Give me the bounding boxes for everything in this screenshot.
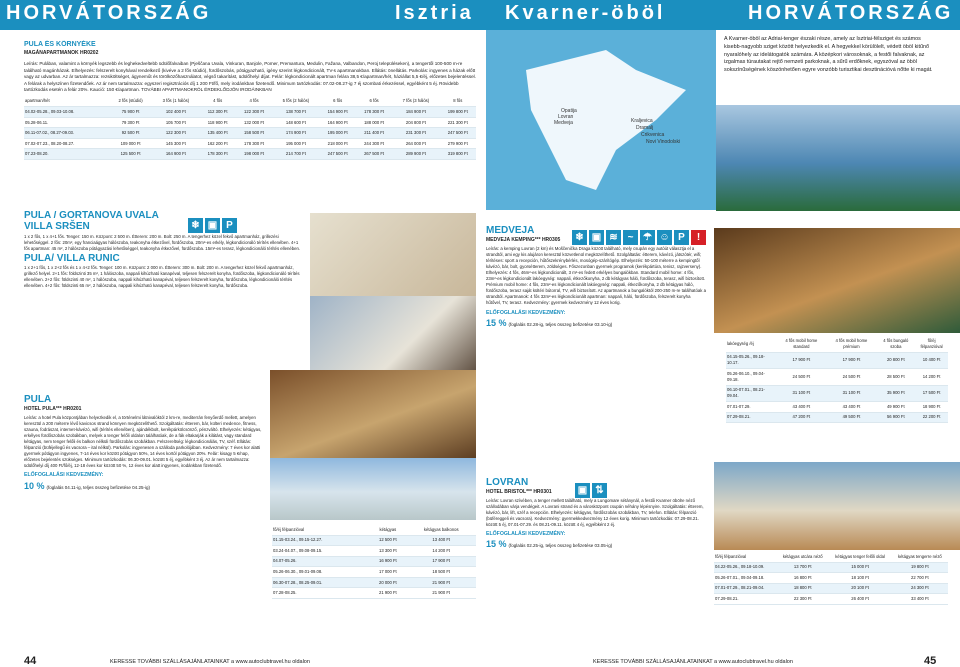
table-header-cell: kétágyas tengerre néző — [892, 552, 948, 562]
table-row — [272, 577, 476, 588]
discount-percent: 15 % — [486, 539, 507, 550]
table-header-cell: 4 fős — [236, 97, 272, 107]
map-town-lovran: Lovran — [558, 114, 574, 120]
table-row — [24, 128, 476, 139]
table-cell: 231 300 Ft — [392, 128, 439, 139]
elevator-icon: ⇅ — [592, 483, 607, 498]
table-cell: 47 200 Ft — [776, 412, 826, 423]
table-cell: 04.02-05.28., 09.03-10.08. — [24, 107, 109, 118]
table-header-cell: apartman/hét — [24, 97, 109, 107]
villa-srsen-desc: 1 x 2 fős, 1 x 4+1 fős. Tenger: 150 m. Központ: 2 500 m. Étterem: 200 m. Bolt: 250 m. A tengerhez közel fekvő apartmanház, grillezési lehetőséggel. 2 fős: 20m², egy franciaágyas hálószoba, teakonyha étkezővel, fürdőszoba, 20m²-es erkély, légkondicionáló térítés ellenében. 4+1 fős apartman: 45 m², 2 hálószoba pótágyazási lehetőséggel, teakonyha étkezővel, fürdőszoba. 15m²-es terasz, légkondicionáló térítés ellenében. — [24, 234, 301, 252]
lovran-subtitle: HOTEL BRISTOL*** HR0301 — [486, 488, 552, 495]
table-cell: 43 400 Ft — [826, 402, 876, 413]
table-cell: 04.15-05.26., 09.18-10.17. — [726, 352, 776, 369]
villa-bedroom-photo — [310, 296, 476, 376]
table-cell: 19 800 Ft — [892, 562, 948, 573]
table-cell: 18 100 Ft — [828, 573, 891, 584]
table-cell: 22 700 Ft — [892, 573, 948, 584]
villa-runic-desc: 1 x 2+1 fős, 1 x 2+2 fős és 1 x 4+2 fős. Tenger: 100 m. Központ: 2 000 m. Étterem: 300 m. Bolt: 200 m. A tengerhez közel fekvő apartmanház, grillező helyel. 2+1 fős: földszinti 35 m², 1 hálószoba, nappali kihúzható kanapéval, teljesen felszerelt konyha, fürdőszoba, légkondicionáló térítés ellenében. 2+2 fős: földszinti 40 m², 1 hálószoba, nappali kihúzható kanapéval, teljesen felszerelt konyha, fürdőszoba, légkondicionáló térítés ellenében. 4+2 fős: földszinti 65 m², 2 hálószoba, nappali kihúzható kanapéval, teljesen felszerelt konyha, fürdőszoba. — [24, 264, 300, 289]
table-header-cell: kétágyas utcára néző — [777, 552, 828, 562]
table-row — [714, 594, 948, 605]
price-table — [24, 97, 476, 160]
table-cell: 33 400 Ft — [892, 594, 948, 605]
map-town-kraljevica: Kraljevica — [631, 118, 653, 124]
early-booking-label: ELŐFOGLALÁSI KEDVEZMÉNY: — [486, 309, 566, 316]
family-icon: ☺ — [657, 230, 672, 245]
table-cell: 17 500 Ft — [915, 385, 948, 402]
table-cell: 174 900 Ft — [272, 128, 319, 139]
map-town-opatija: Opatija — [561, 108, 577, 114]
table-cell: 20 100 Ft — [828, 583, 891, 594]
table-cell: 247 500 Ft — [319, 149, 355, 160]
table-cell: 01.15-03.24., 09.15-12.27. — [272, 535, 369, 546]
medveja-desc: Leírás: a kemping Lovran (2 km) és Moščenička Draga között található, mely csupán egy autóút választja el a strandtól, ami egy kis alujáron keresztül közvetlenül megközelíthető. Szolgáltatás: étterem, kávézó, játszótér, wifi; térítéses: sport a recepción, hűtőszekrénybérlés, mosógép-szárítógép. Elhelyezés: 50-100 méterre a kempingtől kávézó, bár, bolt, gyorsétterem, zöldséges. Főszezonban gyermek programok (kerékpártúra, tenisz, rajzverseny). Elhelyezés: 4 fős, 46m²-es légkondicionált, 3 m²-es fedett erkélyes bungalókban. Standard mobil home: 4 fős, 23m²-es légkondicionált lakóegység: nappali, étkezőkonyha, 2 db kétágyas háló, fürdőszoba, terasz, wifi biztosított. Prémium mobil home: 4 fős, 23m²-es légkondicionált lakóegység: nappali, étkezőkonyha, 2 db kétágyas háló, fürdőszoba, terasz saját kültéri bútorral, TV, wifi biztosított. Az apartmanok a bungalóktól 200-250 m-re találhatóak a strandtól. Apartmanok: 4 fős 32m²-es légkondicionált apartman: nappali, háló, fürdőszoba, felszerelt konyha hűtővel, TV, terasz. Kedvezmény: gyermek kedvezmény 12 éves korig. — [486, 245, 706, 306]
lovran-icons — [575, 483, 607, 498]
table-cell: 18 800 Ft — [777, 583, 828, 594]
tv-icon: ▣ — [589, 230, 604, 245]
table-row — [24, 149, 476, 160]
table-cell: 13 300 Ft — [369, 546, 406, 557]
table-cell: 21 900 Ft — [407, 577, 476, 588]
medveja-title: MEDVEJA — [486, 226, 535, 236]
table-cell: 04.07-05.26. — [272, 556, 369, 567]
table-cell: 102 400 Ft — [152, 107, 199, 118]
table-cell: 75 900 Ft — [109, 107, 152, 118]
hotel-building-photo — [270, 458, 476, 520]
table-cell: 43 400 Ft — [776, 402, 826, 413]
table-row — [272, 535, 476, 546]
table-cell: 10 400 Ft — [915, 352, 948, 369]
table-cell: 178 300 Ft — [236, 138, 272, 149]
table-row — [726, 352, 948, 369]
table-cell: 24 500 Ft — [776, 369, 826, 386]
table-cell: 49 500 Ft — [826, 412, 876, 423]
hotel-pula-desc: Leírás: a hotel Pula központjában helyezkedik el, a történelmi látnivalóktól 2 km-re, mediterrán fenyőerdő mellett, amelyen keresztül a 200 méterre lévő kavicsos strand könnyen megközelíthető. Szolgáltatás: étterem, bár, külteri medence, fitness, szauna, fodrászat, internet-kávézó, wifi (térítés ellenében), ajándékbolt, kerékpárkölcsönző, pénzváltó. Elhelyezés: kétágyas, erkélyes fürdőszobás szobákban, melyek a tenger felőli oldalon találhatóak, de a fák eltakarják a kilátást, vagy standard kétágyas, nem tenger felőli és balkon nélküli fürdőszobás szobákban. Felszereltség: légkondicionálás, TV, széf. Ellátás: félpanzió (büféjellegű és vacsora – ital nélkül). Parkolás: ingyenesen a szálloda parkolójában. Kedvezmény: 7 éves kor alatti gyermek pótágyon ingyenes, 7-14 éves kor között pótágyon 50%, 14 éves kortól pótágyon 20%. Felár: kisagy 5 €/nap, előzetes bejelentés szükséges. Minimum tartózkodás: 06.30-09.01. között 5 éj, egyébként 3 éj. Az ár nem tartalmazza: üdülőhelyi díj 400 Ft/fő/éj, 12-18 éves kor között 50 %, 12 éves kor alatt ingyenes, irodánkban fizetendő. — [24, 414, 262, 469]
table-cell: 17 900 Ft — [826, 352, 876, 369]
table-row — [714, 562, 948, 573]
table-cell: 247 500 Ft — [440, 128, 477, 139]
snowflake-icon: ❄ — [188, 218, 203, 233]
country-title-left: HORVÁTORSZÁG — [6, 2, 212, 24]
gortanova-section — [24, 211, 304, 379]
table-cell: 105 700 Ft — [152, 117, 199, 128]
tv-icon: ▣ — [575, 483, 590, 498]
table-cell: 18 500 Ft — [407, 567, 476, 578]
table-cell: 17 900 Ft — [776, 352, 826, 369]
table-cell: 122 300 Ft — [236, 107, 272, 118]
table-row — [272, 546, 476, 557]
table-cell: 218 000 Ft — [319, 138, 355, 149]
table-header-cell: fő/éj félpanzióval — [915, 336, 948, 352]
region-istria: Isztria — [395, 2, 474, 24]
table-header-cell: 6 fős — [356, 97, 392, 107]
table-cell: 154 900 Ft — [319, 107, 355, 118]
table-cell: 05.26-06.10., 09.04-09.18. — [726, 369, 776, 386]
beach-icon: ☂ — [640, 230, 655, 245]
table-header-cell: 3 fős (1 hálós) — [152, 97, 199, 107]
villa-runic-title: PULA/ VILLA RUNIC — [24, 253, 120, 265]
gortanova-title: PULA / GORTANOVA UVALA — [24, 211, 159, 221]
table-cell: 26 400 Ft — [828, 594, 891, 605]
table-header-cell: 4 fős mobil home standard — [776, 336, 826, 352]
table-cell: 138 700 Ft — [272, 107, 319, 118]
table-cell: 178 300 Ft — [199, 149, 235, 160]
table-row — [24, 117, 476, 128]
intro-text: A Kvarner-öböl az Adriai-tenger északi része, amely az Isztriai-félsziget és számos kisebb-nagyobb sziget között helyezkedik el. A hegyekkel körülölelt, védett öböl kitűnő nyaralóhely az idelátogatók számára. A középkori városoknak, a festői falvaknak, az izgalmas túrautakat rejtő nemzeti parkoknak, a sűrű erdőknek, egyszóval az öböl sokszínűségének köszönhetően egyre vonzóbb turisztikai desztinációvá nőtte ki magát. — [724, 36, 933, 74]
lovran-table-wrap — [714, 552, 948, 605]
parking-icon: P — [222, 218, 237, 233]
map-town-crikvenica: Crikvenica — [641, 132, 665, 138]
table-cell: 184 900 Ft — [392, 107, 439, 118]
table-header-cell: fő/éj félpanzióval — [272, 525, 369, 535]
villa-srsen-title: VILLA SRŠEN — [24, 220, 90, 232]
lovran-price-table — [714, 552, 948, 605]
discount-percent: 15 % — [486, 317, 507, 328]
villa-kitchen-photo — [310, 213, 476, 296]
wifi-icon: ≋ — [606, 230, 621, 245]
warning-icon: ! — [691, 230, 706, 245]
table-cell: 14 200 Ft — [915, 369, 948, 386]
tv-icon: ▣ — [205, 218, 220, 233]
table-cell: 24 300 Ft — [892, 583, 948, 594]
table-cell: 07.28-08.25. — [272, 588, 369, 599]
table-cell: 16 800 Ft — [777, 573, 828, 584]
lovran-title: LOVRAN — [486, 478, 529, 488]
table-cell: 92 500 Ft — [109, 128, 152, 139]
table-cell: 07.23-08.20. — [24, 149, 109, 160]
table-header-cell: 2 fős (stúdió) — [109, 97, 152, 107]
table-cell: 05.26-06.30., 09.01-09.08. — [272, 567, 369, 578]
table-cell: 22 300 Ft — [777, 594, 828, 605]
table-cell: 15 000 Ft — [828, 562, 891, 573]
table-cell: 158 500 Ft — [236, 128, 272, 139]
table-cell: 125 500 Ft — [109, 149, 152, 160]
table-cell: 05.26-07.01., 09.04-09.18. — [714, 573, 777, 584]
map-town-novi: Novi Vinodolski — [646, 139, 681, 145]
table-cell: 244 300 Ft — [356, 138, 392, 149]
discount-percent: 10 % — [24, 480, 45, 491]
map-town-dramalj: Dramalj — [636, 125, 654, 131]
table-cell: 06.10-07.01., 08.21-09.04. — [726, 385, 776, 402]
medveja-photo — [714, 228, 960, 333]
table-cell: 195 000 Ft — [319, 128, 355, 139]
region-kvarner: Kvarner-öböl — [505, 2, 666, 24]
table-header-cell: fő/éj félpanzióval — [714, 552, 777, 562]
table-cell: 211 400 Ft — [356, 128, 392, 139]
table-header-cell: 7 fős (3 hálós) — [392, 97, 439, 107]
table-cell: 07.01-07.29. — [726, 402, 776, 413]
table-cell: 162 200 Ft — [199, 138, 235, 149]
table-cell: 22 200 Ft — [915, 412, 948, 423]
table-cell: 07.29-08.21. — [714, 594, 777, 605]
table-cell: 20 000 Ft — [369, 577, 406, 588]
page-number-left: 44 — [24, 655, 37, 667]
table-cell: 13 700 Ft — [777, 562, 828, 573]
table-cell: 31 100 Ft — [826, 385, 876, 402]
pool-icon: ~ — [623, 230, 638, 245]
lovran-section — [486, 478, 706, 653]
table-row — [714, 583, 948, 594]
snowflake-icon: ❄ — [572, 230, 587, 245]
lovran-desc: Leírás: Lovran szívében, a tenger mellett található, mely a Lungomare sétánynál, a festői Kvarner öbölre néző szállodában várja vendégeit. A Lovrani strand és a városközpont csupán néhány lépésnyire. Szolgáltatás: étterem, kávézó, bár, lift, széf a recepción. Elhelyezés: kétágyas, fürdőszobás szobákban, TV, telefon. Ellátás: félpanzió (büféreggeli és vacsora). Kedvezmény: gyermekkedvezmény 12 éves korig. Minimum tartózkodás: 07.29-08.21. között 5 éj, 07.01-07.29. és 08.21-09.11. között 4 éj, egyébként 2 éj. — [486, 497, 704, 527]
early-booking-label: ELŐFOGLALÁSI KEDVEZMÉNY: — [24, 472, 104, 479]
table-cell: 14 200 Ft — [407, 546, 476, 557]
footer-text-right: KERESSE TOVÁBBI SZÁLLÁSAJÁNLATAINKAT a www.autoclubtravel.hu oldalon — [593, 659, 793, 665]
hotel-pula-title: PULA — [24, 395, 52, 405]
table-cell: 118 900 Ft — [199, 117, 235, 128]
table-cell: 267 500 Ft — [356, 149, 392, 160]
hotel-room-photo — [270, 370, 476, 460]
hotel-pula-price-table — [272, 525, 476, 599]
discount-terms: (foglalás 04.11-ig, teljes összeg befizetése 04.25-ig) — [46, 484, 150, 490]
amenity-icons — [188, 218, 237, 233]
pula-region-section — [24, 40, 476, 228]
table-row — [272, 556, 476, 567]
coast-photo — [716, 105, 960, 211]
table-header-cell: lakóegység /éj — [726, 336, 776, 352]
map-town-medveja: Medveja — [554, 120, 573, 126]
table-cell: 16 900 Ft — [369, 556, 406, 567]
table-cell: 164 900 Ft — [319, 117, 355, 128]
footer-text-left: KERESSE TOVÁBBI SZÁLLÁSAJÁNLATAINKAT a www.autoclubtravel.hu oldalon — [110, 659, 310, 665]
page-number-right: 45 — [924, 655, 937, 667]
table-row — [726, 402, 948, 413]
medveja-icons — [572, 230, 706, 245]
table-cell: 148 600 Ft — [272, 117, 319, 128]
table-header-cell: 4 fős mobil home prémium — [826, 336, 876, 352]
table-header-cell: 6 fős — [319, 97, 355, 107]
table-cell: 79 300 Ft — [109, 117, 152, 128]
table-cell: 07.29-08.21. — [726, 412, 776, 423]
table-cell: 319 800 Ft — [440, 149, 477, 160]
table-cell: 178 300 Ft — [356, 107, 392, 118]
table-cell: 145 300 Ft — [152, 138, 199, 149]
table-cell: 18 900 Ft — [915, 402, 948, 413]
table-cell: 06.30-07.28., 08.25-09.01. — [272, 577, 369, 588]
table-header-cell: 4 fős bungaló szoba — [877, 336, 916, 352]
kvarner-map — [486, 30, 716, 210]
table-cell: 24 500 Ft — [826, 369, 876, 386]
table-cell: 21 900 Ft — [369, 588, 406, 599]
table-cell: 199 800 Ft — [440, 107, 477, 118]
table-header-cell: 8 fős — [440, 97, 477, 107]
section-title: PULA ÉS KÖRNYÉKE — [24, 41, 96, 48]
table-cell: 289 900 Ft — [392, 149, 439, 160]
table-cell: 109 000 Ft — [109, 138, 152, 149]
table-cell: 07.01-07.29., 08.21-09.04. — [714, 583, 777, 594]
table-cell: 17 000 Ft — [369, 567, 406, 578]
table-cell: 13 400 Ft — [407, 535, 476, 546]
table-cell: 07.02-07.23., 08.20-08.27. — [24, 138, 109, 149]
section-description: Leírás: Pulában, valamint a környék legszebb és leghekedveltebb üdülőfalvaiban (Pješčana Uvala, Vinkuran, Banjole, Pomer, Premantura, Medulin, Fažana, Valbandon, Peroj településeken), a tengertől 100-500 m-re található magánházak. Elhelyezés: felszerelt konyhával rendelkező (kivéve a 2 fős stúdió), fürdőszobás, pótágyazható, igény szerint légkondicionált, TV-s apartmanokban. Ellátás: önellátás. Parkolás: ingyenes a házak előtt vagy az udvarban. Az ár tartalmazza: rezsiköltséget, ágyneműt és törölközőhasználatot, végső takarítást, üdülőhelyi díjat. Felár: légkondicionált apartman felára 38,5 €/apartman/hét, háziállat 5,5 €/éj, előzetes bejelentéssel. A felárak a helyszínen fizetendőek. Az ár nem tartalmazza: egyszeri regisztrációs díj 1 200 Ft/fő, mely irodánkban fizetendő. Minimum tartózkodás: 07.02-08.27-ig 7 éj szombati érkezéssel, egyébként 5 éj. Rövidebb tartózkodás esetén a felár 20%. Kaució: 150 €/apartman. TOVÁBBI APARTMANOKRÓL ÉRDEKLŐDJÖN IRODÁINKBAN — [24, 61, 476, 93]
table-header-cell: 4 fős — [199, 97, 235, 107]
table-cell: 49 900 Ft — [877, 402, 916, 413]
table-cell: 264 000 Ft — [392, 138, 439, 149]
table-cell: 21 900 Ft — [407, 588, 476, 599]
table-row — [24, 107, 476, 118]
table-cell: 122 300 Ft — [152, 128, 199, 139]
table-row — [272, 567, 476, 578]
table-cell: 17 900 Ft — [407, 556, 476, 567]
lovran-hotel-photo — [714, 462, 960, 550]
parking-icon: P — [674, 230, 689, 245]
medveja-table-wrap — [726, 336, 948, 423]
table-cell: 112 300 Ft — [199, 107, 235, 118]
medveja-price-table — [726, 336, 948, 423]
table-row — [726, 412, 948, 423]
table-cell: 135 400 Ft — [199, 128, 235, 139]
header-banner — [0, 0, 960, 30]
table-cell: 214 700 Ft — [272, 149, 319, 160]
table-cell: 56 900 Ft — [877, 412, 916, 423]
table-cell: 06.11-07.02., 08.27-09.03. — [24, 128, 109, 139]
table-header-cell: kétágyas tenger felőli oldal — [828, 552, 891, 562]
early-booking-label: ELŐFOGLALÁSI KEDVEZMÉNY: — [486, 531, 566, 538]
table-cell: 03.24-04.07., 09.08-09.15. — [272, 546, 369, 557]
table-cell: 188 000 Ft — [356, 117, 392, 128]
table-row — [726, 369, 948, 386]
medveja-subtitle: MEDVEJA KEMPING*** HR0305 — [486, 236, 561, 243]
section-subtitle: MAGÁNAPARTMANOK HR0202 — [24, 49, 99, 56]
table-row — [726, 385, 948, 402]
table-cell: 279 900 Ft — [440, 138, 477, 149]
discount-terms: (foglalás 02.28-ig, teljes összeg befizetése 03.10-ig) — [508, 321, 613, 327]
table-header-cell: 5 fős (2 hálós) — [272, 97, 319, 107]
table-cell: 195 000 Ft — [272, 138, 319, 149]
discount-terms: (foglalás 02.25-ig, teljes összeg befizetése 03.05-ig) — [508, 543, 613, 549]
table-row — [272, 588, 476, 599]
hotel-pula-subtitle: HOTEL PULA*** HR0201 — [24, 405, 82, 412]
table-cell: 12 500 Ft — [369, 535, 406, 546]
table-cell: 132 000 Ft — [236, 117, 272, 128]
table-row — [714, 573, 948, 584]
table-row — [24, 138, 476, 149]
table-cell: 31 100 Ft — [776, 385, 826, 402]
table-cell: 221 300 Ft — [440, 117, 477, 128]
table-cell: 28 500 Ft — [877, 369, 916, 386]
country-title-right: HORVÁTORSZÁG — [748, 2, 954, 24]
table-header-cell: kétágyas balkonos — [407, 525, 476, 535]
hotel-pula-table-wrap — [272, 525, 476, 599]
table-cell: 164 900 Ft — [152, 149, 199, 160]
medveja-section — [486, 226, 706, 446]
table-cell: 198 000 Ft — [236, 149, 272, 160]
table-cell: 35 900 Ft — [877, 385, 916, 402]
table-cell: 05.28-06.11. — [24, 117, 109, 128]
table-cell: 04.22-05.26., 09.18-10.09. — [714, 562, 777, 573]
table-cell: 204 800 Ft — [392, 117, 439, 128]
table-cell: 20 800 Ft — [877, 352, 916, 369]
hotel-pula-section — [24, 395, 264, 605]
map-svg — [486, 30, 716, 210]
table-header-cell: kétágyas — [369, 525, 406, 535]
